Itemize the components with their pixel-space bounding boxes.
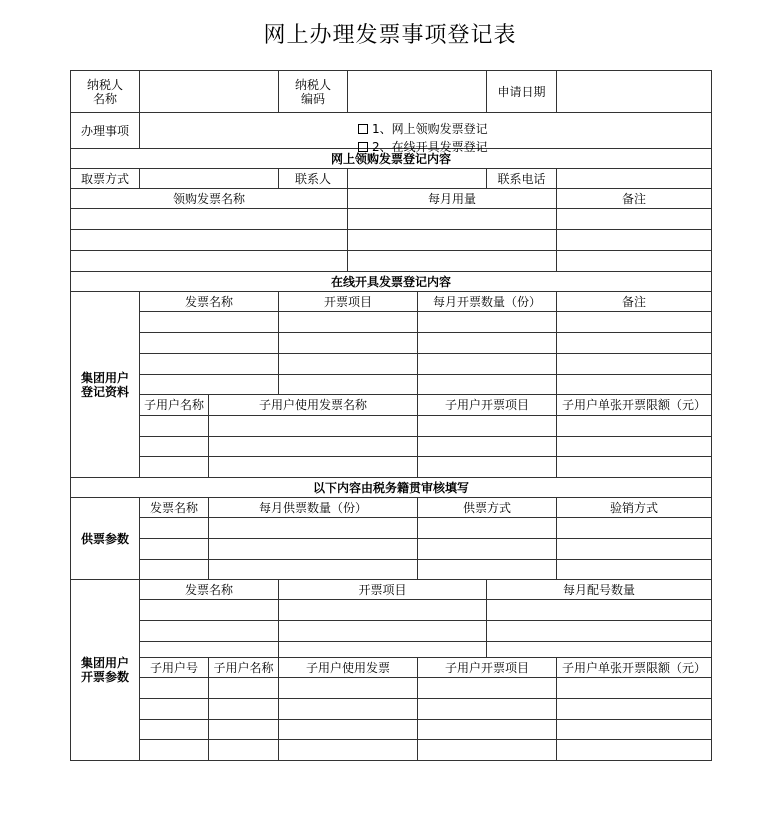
section-heading-review: 以下内容由税务籍贯审核填写	[71, 478, 712, 498]
sub-user-header-row	[71, 395, 712, 416]
sub-user-param-header-row	[71, 658, 712, 678]
contact-label: 联系人	[279, 169, 348, 189]
group-issue-header-row	[71, 580, 712, 600]
option-online-purchase[interactable]: 1、网上领购发票登记	[358, 122, 711, 140]
phone-field[interactable]	[557, 169, 712, 189]
purchase-header-row	[71, 189, 712, 209]
table-row	[71, 354, 712, 375]
supply-header-row	[71, 498, 712, 518]
apply-date-field[interactable]	[557, 71, 712, 113]
table-row	[71, 621, 712, 642]
col-supply-invoice-name: 发票名称	[140, 498, 209, 518]
header-row	[71, 71, 712, 113]
table-row	[71, 230, 712, 251]
table-row	[71, 375, 712, 395]
col-purchase-invoice-name: 领购发票名称	[71, 189, 348, 209]
col-sub-invoice-name: 子用户使用发票名称	[209, 395, 418, 416]
registration-form	[70, 70, 712, 761]
col-verify-method: 验销方式	[557, 498, 712, 518]
checkbox-icon[interactable]	[358, 142, 368, 152]
table-row	[71, 416, 712, 437]
col-monthly-qty: 每月开票数量（份）	[418, 292, 557, 312]
pickup-method-label: 取票方式	[71, 169, 140, 189]
section-heading-issue: 在线开具发票登记内容	[71, 272, 712, 292]
section-heading-purchase: 网上领购发票登记内容	[71, 149, 712, 169]
taxpayer-code-field[interactable]	[348, 71, 487, 113]
table-row	[71, 333, 712, 354]
table-row	[71, 720, 712, 740]
col-review-sub-limit: 子用户单张开票限额（元）	[557, 658, 712, 678]
col-monthly-alloc: 每月配号数量	[487, 580, 712, 600]
table-row	[71, 437, 712, 457]
col-monthly-usage: 每月用量	[348, 189, 557, 209]
apply-date-label: 申请日期	[487, 71, 557, 113]
checkbox-icon[interactable]	[358, 124, 368, 134]
supply-params-label: 供票参数	[71, 498, 140, 580]
pickup-row	[71, 169, 712, 189]
col-purchase-remarks: 备注	[557, 189, 712, 209]
table-row	[71, 539, 712, 560]
col-supply-method: 供票方式	[418, 498, 557, 518]
table-row	[71, 209, 712, 230]
table-row	[71, 678, 712, 699]
matters-label: 办理事项	[71, 113, 140, 149]
phone-label: 联系电话	[487, 169, 557, 189]
matters-row	[71, 113, 712, 149]
table-row	[71, 251, 712, 272]
col-review-sub-issue-item: 子用户开票项目	[418, 658, 557, 678]
contact-field[interactable]	[348, 169, 487, 189]
table-row	[71, 740, 712, 761]
table-row	[71, 518, 712, 539]
group-register-label: 集团用户登记资料	[71, 292, 140, 478]
taxpayer-code-label: 纳税人编码	[279, 71, 348, 113]
form-title: 网上办理发票事项登记表	[263, 23, 517, 48]
col-sub-name: 子用户名称	[140, 395, 209, 416]
taxpayer-name-label: 纳税人名称	[71, 71, 140, 113]
col-sub-limit: 子用户单张开票限额（元）	[557, 395, 712, 416]
col-sub-invoice: 子用户使用发票	[279, 658, 418, 678]
col-issue-invoice-name: 发票名称	[140, 292, 279, 312]
col-sub-no: 子用户号	[140, 658, 209, 678]
table-row	[71, 642, 712, 658]
taxpayer-name-field[interactable]	[140, 71, 279, 113]
table-row	[71, 457, 712, 478]
col-review-sub-name: 子用户名称	[209, 658, 279, 678]
table-row	[71, 699, 712, 720]
option-online-issue[interactable]: 2、在线开具发票登记	[358, 140, 711, 158]
col-review-issue-item: 开票项目	[279, 580, 487, 600]
col-issue-remarks: 备注	[557, 292, 712, 312]
col-monthly-supply: 每月供票数量（份）	[209, 498, 418, 518]
table-row	[71, 312, 712, 333]
col-sub-issue-item: 子用户开票项目	[418, 395, 557, 416]
pickup-method-field[interactable]	[140, 169, 279, 189]
col-issue-item: 开票项目	[279, 292, 418, 312]
group-issue-params-label: 集团用户开票参数	[71, 580, 140, 761]
table-row	[71, 560, 712, 580]
matters-options	[140, 113, 712, 154]
col-review-invoice-name: 发票名称	[140, 580, 279, 600]
table-row	[71, 600, 712, 621]
issue-header-row	[71, 292, 712, 312]
